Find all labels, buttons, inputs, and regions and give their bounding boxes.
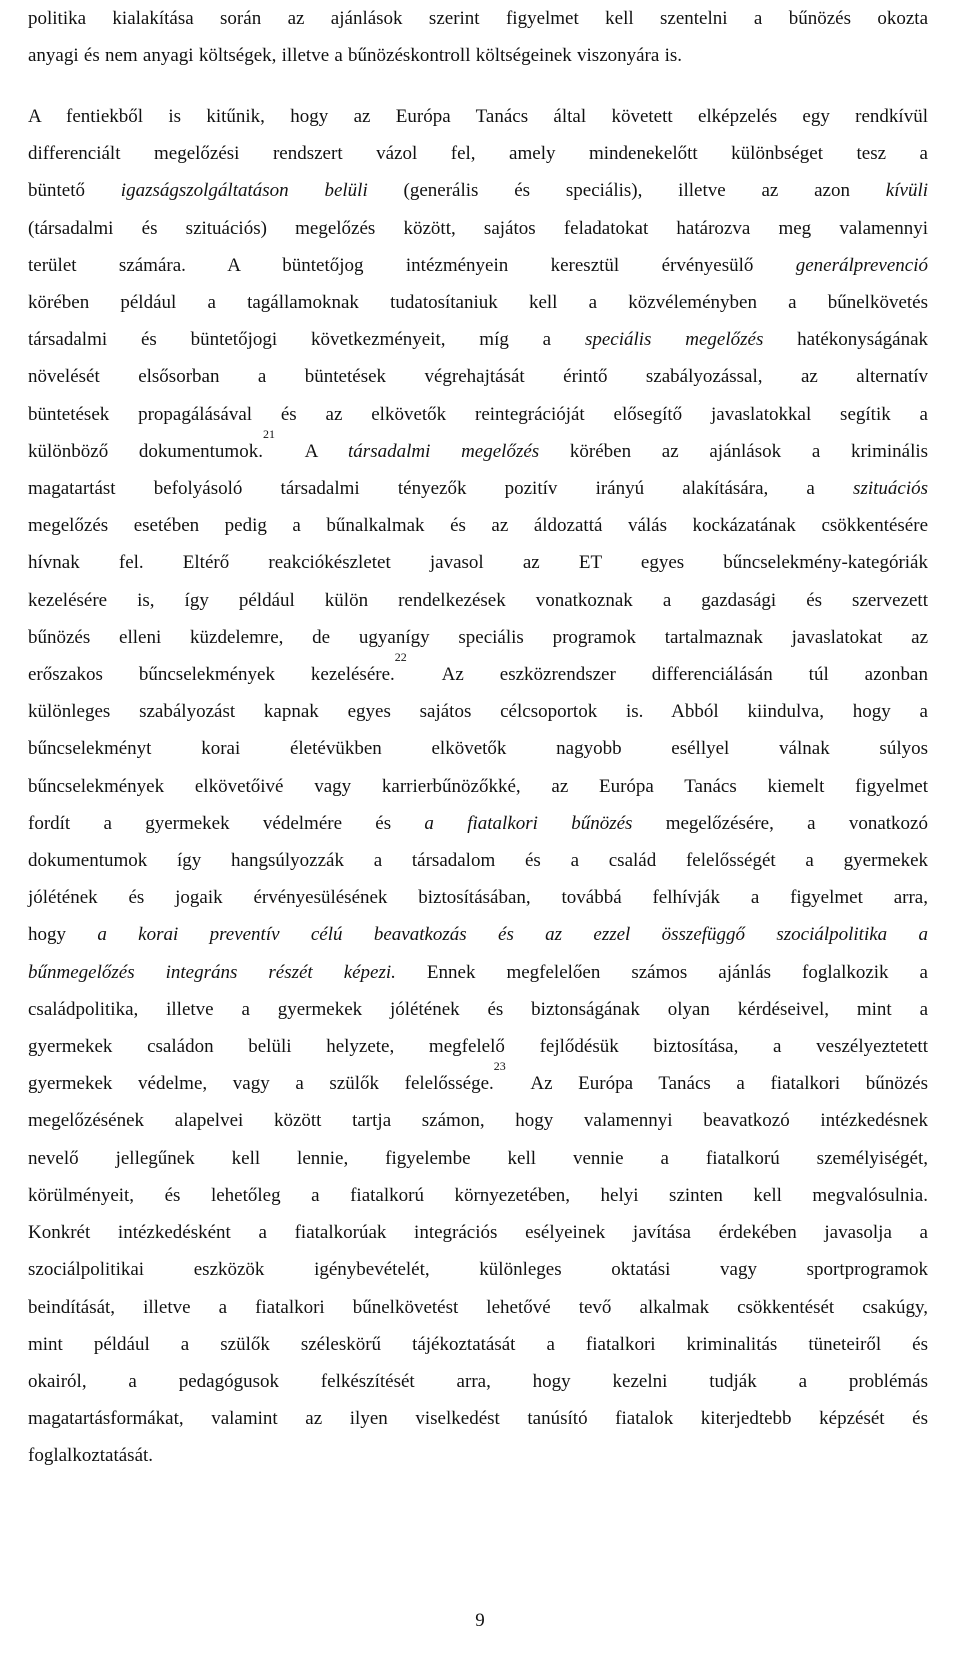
italic-term: bűnmegelőzés integráns részét képezi. [28,961,396,983]
text-line: erőszakos bűncselekmények kezelésére.$^{22}$ Az eszközrendszer differenciálásán túl azonban [28,650,928,686]
text-line: társadalmi és büntetőjogi következményeit, míg a speciális megelőzés hatékonyságának [28,329,928,351]
italic-term: szituációs [853,478,928,500]
text-line: jólétének és jogaik érvényesülésének biztosításában, továbbá felhívják a figyelmet arra, [28,887,928,909]
text-line: büntető igazságszolgáltatáson belüli (generális és speciális), illetve az azon kívüli [28,180,928,202]
text-line: A fentiekből is kitűnik, hogy az Európa Tanács által követett elképzelés egy rendkívül [28,106,928,127]
text-line: megelőzésének alapelvei között tartja számon, hogy valamennyi beavatkozó intézkedésnek [28,1110,928,1132]
italic-term: igazságszolgáltatáson belüli [120,180,368,202]
footnote-ref-21[interactable]: 21 [262,426,275,441]
text-line: okairól, a pedagógusok felkészítését arra, hogy kezelni tudják a problémás [28,1370,928,1392]
italic-term: kívüli [885,180,928,202]
text-line: beindítását, illetve a fiatalkori bűnelkövetést lehetővé tevő alkalmak csökkentését csakúgy, [28,1296,928,1318]
text-line: magatartásformákat, valamint az ilyen viselkedést tanúsító fiatalok kiterjedtebb képzését és [28,1408,928,1430]
italic-term: a korai preventív célú beavatkozás és az ezzel összefüggő szociálpolitika a [97,924,928,946]
text-line: büntetések propagálásával és az elkövetők reintegrációját elősegítő javaslatokkal segítik a [28,403,928,425]
text-line: mint például a szülők széleskörű tájékoztatását a fiatalkori kriminalitás tüneteiről és [28,1333,928,1355]
text-line: növelését elsősorban a büntetések végrehajtását érintő szabályozással, az alternatív [28,366,928,388]
paragraph-main [28,98,928,1475]
text-line: szociálpolitikai eszközök igénybevételét, különleges oktatási vagy sportprogramok [28,1259,928,1281]
text-line: bűnmegelőzés integráns részét képezi. Ennek megfelelően számos ajánlás foglalkozik a [28,961,928,983]
text-line: Konkrét intézkedésként a fiatalkorúak integrációs esélyeinek javítása érdekében javasolja a [28,1222,928,1244]
footnote-ref-23[interactable]: 23 [493,1059,506,1074]
footnote-ref-22[interactable]: 22 [394,650,407,665]
paragraph-continued [28,0,928,74]
text-line: bűnözés elleni küzdelemre, de ugyanígy speciális programok tartalmaznak javaslatokat az [28,626,928,648]
text-line: anyagi és nem anyagi költségek, illetve a bűnözéskontroll költségeinek viszonyára is. [28,45,682,67]
text-line: gyermekek védelme, vagy a szülők felelőssége.$^{23}$ Az Európa Tanács a fiatalkori bűnözés [28,1059,929,1095]
italic-term: társadalmi megelőzés [348,440,540,462]
text-line: hogy a korai preventív célú beavatkozás és az ezzel összefüggő szociálpolitika a [28,924,928,946]
text-line: körülményeit, és lehetőleg a fiatalkorú környezetében, helyi szinten kell megvalósulnia. [28,1184,928,1206]
text-line: bűncselekmények elkövetőivé vagy karrierbűnözőkké, az Európa Tanács kiemelt figyelmet [28,775,928,797]
text-line: megelőzés esetében pedig a bűnalkalmak és az áldozattá válás kockázatának csökkentésére [28,515,928,537]
italic-term: generálprevenció [795,254,928,276]
italic-term: speciális megelőzés [584,329,764,351]
text-line: magatartást befolyásoló társadalmi tényezők pozitív irányú alakítására, a szituációs [28,478,928,500]
text-line: (társadalmi és szituációs) megelőzés között, sajátos feladatokat határozva meg valamennyi [28,217,928,239]
text-line: fordít a gyermekek védelmére és a fiatalkori bűnözés megelőzésére, a vonatkozó [28,812,928,834]
italic-term: a fiatalkori bűnözés [424,812,633,834]
text-line: családpolitika, illetve a gyermekek jólétének és biztonságának olyan kérdéseivel, mint a [28,998,928,1020]
text-line: különböző dokumentumok.$^{21}$ A társadalmi megelőzés körében az ajánlások a kriminális [28,426,929,462]
text-line: differenciált megelőzési rendszert vázol fel, amely mindenekelőtt különbséget tesz a [28,143,928,165]
text-line: nevelő jellegűnek kell lennie, figyelembe kell vennie a fiatalkorú személyiségét, [28,1147,928,1169]
text-line: gyermekek családon belüli helyzete, megfelelő fejlődésük biztosítása, a veszélyeztetett [28,1036,928,1058]
text-line: politika kialakítása során az ajánlások szerint figyelmet kell szentelni a bűnözés okozta [28,8,928,29]
text-line: hívnak fel. Eltérő reakciókészletet javasol az ET egyes bűncselekmény-kategóriák [28,552,928,574]
text-line: kezelésére is, így például külön rendelkezések vonatkoznak a gazdasági és szervezett [28,589,928,611]
text-line: bűncselekményt korai életévükben elkövetők nagyobb eséllyel válnak súlyos [28,738,928,760]
text-line: dokumentumok így hangsúlyozzák a társadalom és a család felelősségét a gyermekek [28,850,928,872]
page-number: 9 [475,1610,485,1631]
text-line: foglalkoztatását. [28,1445,154,1467]
text-line: terület számára. A büntetőjog intézményein keresztül érvényesülő generálprevenció [28,254,928,276]
text-line: különleges szabályozást kapnak egyes sajátos célcsoportok is. Abból kiindulva, hogy a [28,701,928,723]
text-line: körében például a tagállamoknak tudatosítaniuk kell a közvéleményben a bűnelkövetés [28,292,928,314]
